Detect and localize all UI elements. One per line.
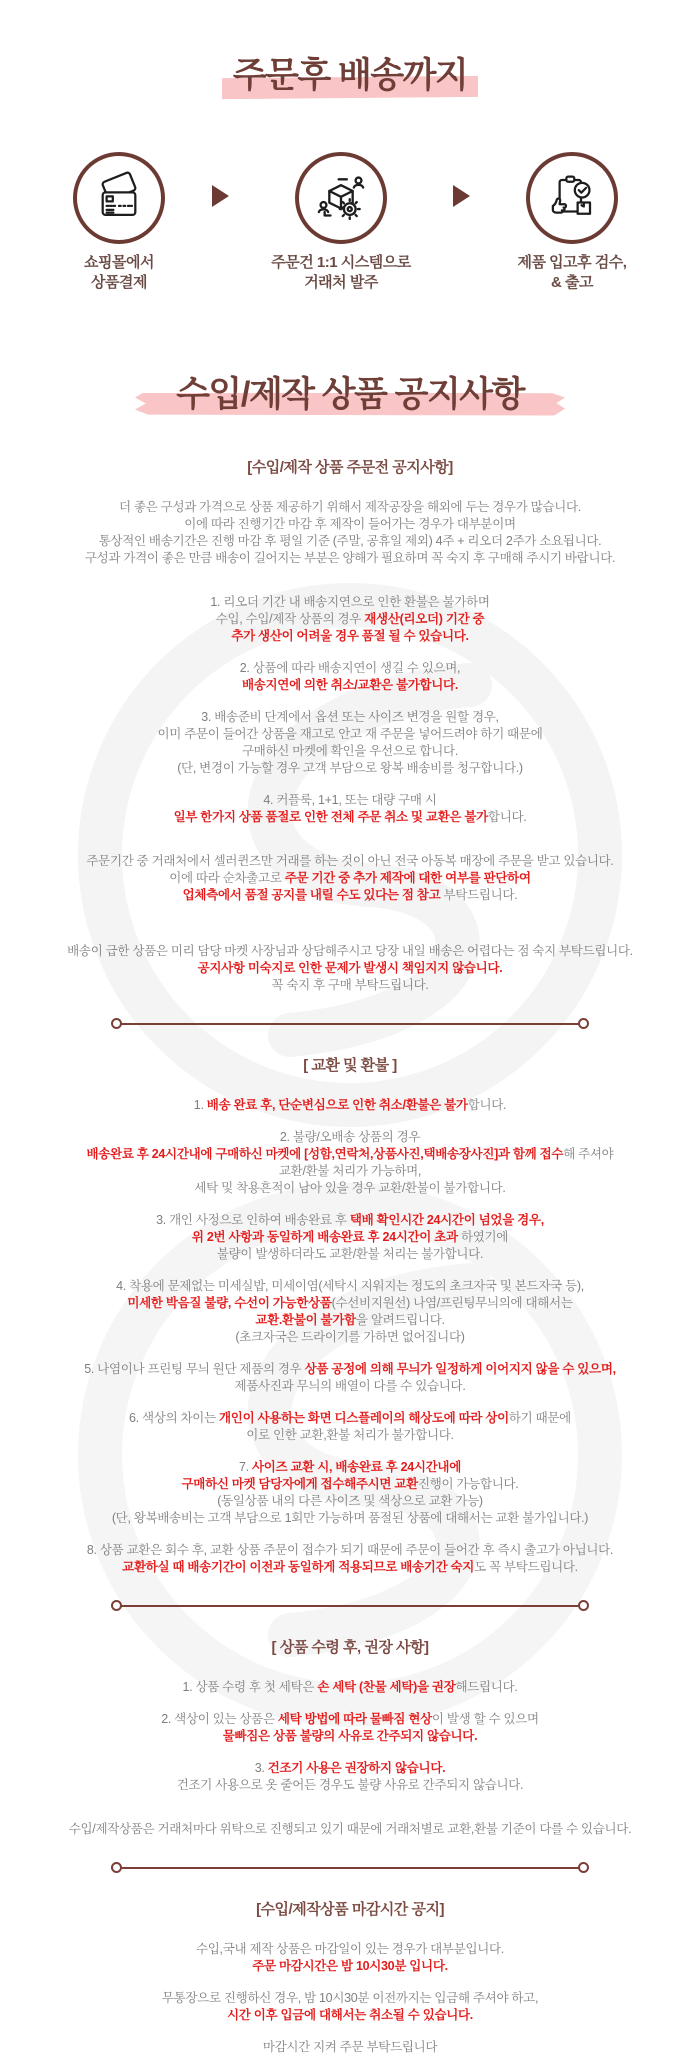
notice-paragraph (0, 1129, 700, 1197)
notice-line: 주문기간 중 거래처에서 셀러퀸즈만 거래를 하는 것이 아닌 전국 아동복 매장에 주문을 받고 있습니다. (86, 853, 614, 868)
notice-line: 무통장으로 진행하신 경우, 밤 10시30분 이전까지는 입금해 주셔야 하고, (161, 1990, 539, 2005)
notice-line: 시간 이후 입금에 대해서는 취소될 수 있습니다. (227, 2007, 473, 2022)
notice-line: 이미 주문이 들어간 상품을 재고로 안고 재 주문을 넣어드려야 하기 때문에 (157, 726, 543, 741)
notice-paragraph (0, 1361, 700, 1395)
notice-title-text: 수입/제작 상품 공지사항 (176, 374, 524, 414)
notice-line: 추가 생산이 어려울 경우 품절 될 수 있습니다. (231, 628, 469, 643)
notice-line: 세탁 및 착용흔적이 남아 있을 경우 교환/환불이 불가합니다. (194, 1180, 506, 1195)
credit-card-icon (73, 152, 165, 244)
notice-line: (단, 왕복배송비는 고객 부담으로 1회만 가능하며 품절된 상품에 대해서는 교환 불가입니다.) (111, 1510, 589, 1525)
notice-line: 1. 배송 완료 후, 단순변심으로 인한 취소/환불은 불가합니다. (193, 1097, 507, 1112)
section-divider (111, 1600, 589, 1612)
notice-line: 8. 상품 교환은 회수 후, 교환 상품 주문이 접수가 되기 때문에 주문이 들어간 후 즉시 출고가 아닙니다. (86, 1542, 614, 1557)
notice-line: 3. 건조기 사용은 권장하지 않습니다. (254, 1760, 446, 1775)
flow-title (0, 55, 700, 97)
notice-paragraph (0, 1941, 700, 1975)
notice-paragraph (0, 1990, 700, 2024)
notice-line: 6. 색상의 차이는 개인이 사용하는 화면 디스플레이의 해상도에 따라 상이하기 때문에 (129, 1410, 571, 1425)
notice-line: 배송이 급한 상품은 미리 담당 마켓 사장님과 상담해주시고 당장 내일 배송은 어렵다는 점 숙지 부탁드립니다. (67, 943, 633, 958)
notice-paragraph (0, 1760, 700, 1794)
notice-paragraph (0, 1542, 700, 1576)
section-heading: [수입/제작 상품 주문전 공지사항] (247, 458, 453, 476)
notice-line: 배송지연에 의한 취소/교환은 불가합니다. (241, 677, 459, 692)
notice-paragraph (0, 943, 700, 994)
notice-line: 2. 상품에 따라 배송지연이 생길 수 있으며, (239, 660, 461, 675)
notice-line: 물빠짐은 상품 불량의 사유로 간주되지 않습니다. (222, 1728, 478, 1743)
receive-inspect-icon (526, 152, 618, 244)
notice-paragraph (0, 660, 700, 694)
notice-line: (초크자국은 드라이기를 가하면 없어집니다) (235, 1329, 465, 1344)
notice-line: 7. 사이즈 교환 시, 배송완료 후 24시간내에 (239, 1459, 461, 1474)
notice-title (0, 374, 700, 416)
section-divider (111, 1018, 589, 1030)
notice-line: 주문 마감시간은 밤 10시30분 입니다. (252, 1958, 448, 1973)
notice-line: (단, 변경이 가능할 경우 고객 부담으로 왕복 배송비를 청구합니다.) (177, 760, 523, 775)
order-system-icon (295, 152, 387, 244)
notice-line: 통상적인 배송기간은 진행 마감 후 평일 기준 (주말, 공휴일 제외) 4주 + 리오더 2주가 소요됩니다. (98, 533, 602, 548)
flow-step-payment (40, 152, 198, 294)
flow-step-order-system (243, 152, 439, 294)
notice-line: 이에 따라 진행기간 마감 후 제작이 들어가는 경우가 대부분이며 (184, 516, 516, 531)
flow-title-text: 주문후 배송까지 (232, 56, 468, 95)
arrow-right-icon (212, 185, 229, 207)
section-heading: [ 교환 및 환불 ] (303, 1056, 397, 1074)
section-heading: [수입/제작상품 마감시간 공지] (256, 1900, 444, 1918)
section-body (0, 1679, 700, 1838)
notice-line: 배송완료 후 24시간내에 구매하신 마켓에 [성함,연락처,상품사진,택배송장사진]과 함께 접수해 주셔야 (86, 1146, 614, 1161)
notice-line: 수입,국내 제작 상품은 마감일이 있는 경우가 대부분입니다. (196, 1941, 504, 1956)
section-body (0, 1941, 700, 2056)
notice-paragraph (0, 853, 700, 904)
notice-paragraph (0, 499, 700, 567)
notice-line: 이로 인한 교환,환불 처리가 불가합니다. (246, 1427, 454, 1442)
section-deadline-notice (0, 1898, 700, 2056)
notice-paragraph (0, 792, 700, 826)
notice-line: 4. 착용에 문제없는 미세실밥, 미세이염(세탁시 지워지는 정도의 초크자국 및 본드자국 등), (116, 1278, 584, 1293)
notice-paragraph (0, 1212, 700, 1263)
flow-step-label: 쇼핑몰에서 상품결제 (84, 254, 154, 292)
notice-line: 구매하신 마켓에 확인을 우선으로 합니다. (241, 743, 459, 758)
notice-line: 불량이 발생하더라도 교환/환불 처리는 불가합니다. (216, 1246, 484, 1261)
notice-line: 4. 커플룩, 1+1, 또는 대량 구매 시 (263, 792, 437, 807)
notice-line: 업체측에서 품절 공지를 내릴 수도 있다는 점 참고 부탁드립니다. (182, 887, 518, 902)
notice-line: 2. 색상이 있는 상품은 세탁 방법에 따라 물빠짐 현상이 발생 할 수 있으며 (161, 1711, 539, 1726)
notice-line: 2. 불량/오배송 상품의 경우 (279, 1129, 421, 1144)
notice-line: 공지사항 미숙지로 인한 문제가 발생시 책임지지 않습니다. (197, 960, 503, 975)
notice-line: 이에 따라 순차출고로 주문 기간 중 추가 제작에 대한 여부를 판단하여 (169, 870, 531, 885)
notice-line: 3. 개인 사정으로 인하여 배송완료 후 택배 확인시간 24시간이 넘었을 경우, (156, 1212, 544, 1227)
section-divider (111, 1862, 589, 1874)
notice-paragraph (0, 709, 700, 777)
notice-line: 5. 나염이나 프린팅 무늬 원단 제품의 경우 상품 공정에 의해 무늬가 일정하게 이어지지 않을 수 있으며, (84, 1361, 616, 1376)
notice-line: 3. 배송준비 단계에서 옵션 또는 사이즈 변경을 원할 경우, (201, 709, 499, 724)
notice-line: 미세한 박음질 불량, 수선이 가능한상품(수선비지원선) 나염/프린팅무늬의에 대해서는 (127, 1295, 573, 1310)
notice-paragraph (0, 1821, 700, 1838)
section-after-receipt (0, 1636, 700, 1838)
notice-line: 마감시간 지켜 주문 부탁드립니다 (262, 2039, 438, 2054)
notice-paragraph (0, 594, 700, 645)
notice-paragraph (0, 1679, 700, 1696)
section-pre-order-notice (0, 456, 700, 994)
order-flow-steps (0, 152, 700, 294)
notice-line: 더 좋은 구성과 가격으로 상품 제공하기 위해서 제작공장을 해외에 두는 경우가 많습니다. (119, 499, 581, 514)
notice-line: 건조기 사용으로 옷 줄어든 경우도 불량 사유로 간주되지 않습니다. (176, 1777, 524, 1792)
notice-line: 수입/제작상품은 거래처마다 위탁으로 진행되고 있기 때문에 거래처별로 교환,환불 기준이 다를 수 있습니다. (68, 1821, 632, 1836)
notice-paragraph (0, 2039, 700, 2056)
notice-line: 1. 리오더 기간 내 배송지연으로 인한 환불은 불가하며 (210, 594, 490, 609)
section-body (0, 499, 700, 994)
notice-line: 수입, 수입/제작 상품의 경우 재생산(리오더) 기간 중 (215, 611, 485, 626)
notice-paragraph (0, 1097, 700, 1114)
section-heading: [ 상품 수령 후, 권장 사항] (271, 1638, 429, 1656)
arrow-right-icon (453, 185, 470, 207)
notice-line: 제품사진과 무늬의 배열이 다를 수 있습니다. (234, 1378, 466, 1393)
notice-line: 1. 상품 수령 후 첫 세탁은 손 세탁 (찬물 세탁)을 권장해드립니다. (182, 1679, 518, 1694)
notice-line: 꼭 숙지 후 구매 부탁드립니다. (271, 977, 429, 992)
notice-line: 구성과 가격이 좋은 만큼 배송이 길어지는 부분은 양해가 필요하며 꼭 숙지 후 구매해 주시기 바랍니다. (84, 550, 616, 565)
notice-line: 교환하실 때 배송기간이 이전과 동일하게 적용되므로 배송기간 숙지도 꼭 부탁드립니다. (122, 1559, 578, 1574)
notice-line: (동일상품 내의 다른 사이즈 및 색상으로 교환 가능) (217, 1493, 483, 1508)
section-exchange-refund (0, 1054, 700, 1576)
notice-line: 구매하신 마켓 담당자에게 접수해주시면 교환진행이 가능합니다. (181, 1476, 519, 1491)
notice-line: 교환/환불 처리가 가능하며, (278, 1163, 422, 1178)
notice-paragraph (0, 1459, 700, 1527)
notice-line: 일부 한가지 상품 품절로 인한 전체 주문 취소 및 교환은 불가합니다. (173, 809, 527, 824)
notice-paragraph (0, 1278, 700, 1346)
flow-step-label: 제품 입고후 검수, & 출고 (517, 254, 627, 292)
flow-step-inspection (484, 152, 660, 294)
flow-step-label: 주문건 1:1 시스템으로 거래처 발주 (271, 254, 411, 292)
notice-paragraph (0, 1410, 700, 1444)
section-body (0, 1097, 700, 1576)
notice-line: 위 2번 사항과 동일하게 배송완료 후 24시간이 초과 하였기에 (191, 1229, 509, 1244)
notice-line: 교환.환불이 불가함을 알려드립니다. (255, 1312, 445, 1327)
notice-paragraph (0, 1711, 700, 1745)
